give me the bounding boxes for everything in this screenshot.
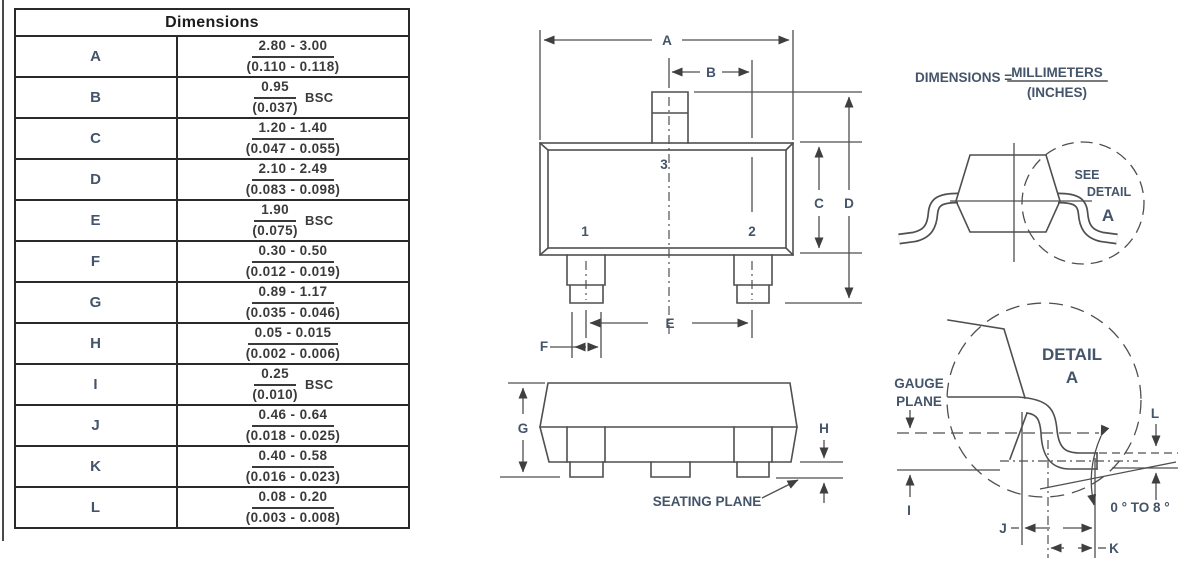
dimension-letter: D — [16, 160, 178, 199]
pin3-label: 3 — [660, 157, 668, 172]
dim-label-E: E — [665, 316, 675, 331]
inch-value: (0.037) — [252, 99, 298, 115]
mm-value: 0.46 - 0.64 — [252, 407, 335, 427]
table-row — [16, 283, 408, 324]
table-row — [16, 324, 408, 365]
dimension-letter: E — [16, 201, 178, 240]
fraction — [246, 161, 341, 199]
dimension-value — [178, 242, 408, 281]
pin1-label: 1 — [581, 224, 589, 239]
dimension-letter: L — [16, 488, 178, 527]
inch-value: (0.012 - 0.019) — [245, 263, 341, 279]
dim-label-B: B — [706, 65, 716, 80]
inch-value: (0.110 - 0.118) — [246, 58, 340, 74]
dimension-value — [178, 160, 408, 199]
dim-label-A: A — [662, 33, 672, 48]
mm-value: 1.20 - 1.40 — [252, 120, 335, 140]
mm-value: 2.80 - 3.00 — [252, 38, 335, 58]
table-row — [16, 242, 408, 283]
units-prefix: DIMENSIONS = — [915, 70, 1013, 85]
gauge-plane-line1: GAUGE — [894, 376, 944, 391]
inch-value: (0.016 - 0.023) — [245, 468, 341, 484]
dimension-value — [178, 78, 408, 117]
inch-value: (0.010) — [252, 386, 298, 402]
mm-value: 0.05 - 0.015 — [248, 325, 339, 345]
dimension-value — [178, 324, 408, 363]
page-edge-line — [2, 0, 4, 541]
inch-value: (0.083 - 0.098) — [245, 181, 341, 197]
dimension-letter: J — [16, 406, 178, 445]
inch-value: (0.002 - 0.006) — [245, 345, 341, 361]
table-row — [16, 488, 408, 527]
mm-value: 0.25 — [254, 366, 296, 386]
dimension-letter: K — [16, 447, 178, 486]
see-detail-line2: DETAIL — [1086, 185, 1132, 199]
units-note — [915, 65, 1107, 100]
mm-value: 0.08 - 0.20 — [252, 489, 335, 509]
mm-value: 1.90 — [254, 202, 296, 222]
dimension-value — [178, 488, 408, 527]
dimension-value — [178, 37, 408, 76]
fraction — [246, 284, 341, 322]
detail-a-circle — [947, 303, 1141, 497]
dim-label-J: J — [999, 521, 1007, 536]
gauge-plane-line2: PLANE — [896, 394, 942, 409]
fraction — [246, 120, 341, 158]
dimension-value — [178, 365, 408, 404]
table-row — [16, 37, 408, 78]
pin2-label: 2 — [748, 224, 756, 239]
dimension-letter: B — [16, 78, 178, 117]
mm-value: 0.95 — [254, 79, 296, 99]
dimension-value — [178, 447, 408, 486]
dim-label-L: L — [1150, 406, 1160, 421]
dimension-letter: A — [16, 37, 178, 76]
fraction — [246, 38, 339, 76]
fraction — [246, 489, 341, 527]
top-view — [540, 30, 862, 358]
mm-value: 2.10 - 2.49 — [252, 161, 335, 181]
inch-value: (0.003 - 0.008) — [245, 509, 341, 525]
fraction — [246, 448, 341, 486]
dim-label-G: G — [517, 421, 529, 436]
units-inches: (INCHES) — [1027, 85, 1087, 100]
detail-a-view — [894, 303, 1178, 558]
table-row — [16, 406, 408, 447]
dimension-letter: C — [16, 119, 178, 158]
bsc-suffix: BSC — [304, 90, 334, 105]
inch-value: (0.035 - 0.046) — [245, 304, 341, 320]
inch-value: (0.047 - 0.055) — [245, 140, 341, 156]
dim-label-C: C — [814, 196, 824, 211]
fraction — [252, 202, 298, 240]
dim-label-F: F — [539, 339, 549, 354]
inch-value: (0.018 - 0.025) — [245, 427, 341, 443]
mm-value: 0.40 - 0.58 — [252, 448, 335, 468]
table-row — [16, 201, 408, 242]
units-millimeters: MILLIMETERS — [1011, 65, 1103, 80]
see-detail-line3: A — [1101, 206, 1115, 225]
seating-plane-label: SEATING PLANE — [652, 494, 762, 509]
dimension-letter: G — [16, 283, 178, 322]
dimension-letter: I — [16, 365, 178, 404]
dim-label-D: D — [844, 196, 854, 211]
dimension-value — [178, 406, 408, 445]
dimensions-table — [14, 8, 410, 529]
dim-label-H: H — [819, 421, 829, 436]
table-row — [16, 160, 408, 201]
dimension-value — [178, 119, 408, 158]
dimension-letter: F — [16, 242, 178, 281]
table-row — [16, 78, 408, 119]
see-detail-line1: SEE — [1074, 168, 1100, 182]
side-view — [500, 383, 843, 509]
package-drawing — [420, 0, 1200, 565]
dim-label-I: I — [907, 503, 911, 518]
mm-value: 0.89 - 1.17 — [252, 284, 335, 304]
dimension-letter: H — [16, 324, 178, 363]
mm-value: 0.30 - 0.50 — [252, 243, 335, 263]
dimension-value — [178, 201, 408, 240]
lead-angle-label: 0 ° TO 8 ° — [1110, 500, 1170, 515]
detail-title-letter: A — [1065, 368, 1079, 387]
table-row — [16, 119, 408, 160]
fraction — [252, 79, 298, 117]
inch-value: (0.075) — [252, 222, 298, 238]
bsc-suffix: BSC — [304, 213, 334, 228]
dimension-value — [178, 283, 408, 322]
dim-label-K: K — [1109, 541, 1119, 556]
table-title: Dimensions — [16, 10, 408, 37]
detail-title: DETAIL — [1041, 345, 1103, 364]
end-view — [899, 142, 1144, 264]
fraction — [252, 366, 298, 404]
fraction — [246, 325, 341, 363]
table-row — [16, 447, 408, 488]
fraction — [246, 243, 341, 281]
fraction — [246, 407, 341, 445]
table-row — [16, 365, 408, 406]
bsc-suffix: BSC — [304, 377, 334, 392]
